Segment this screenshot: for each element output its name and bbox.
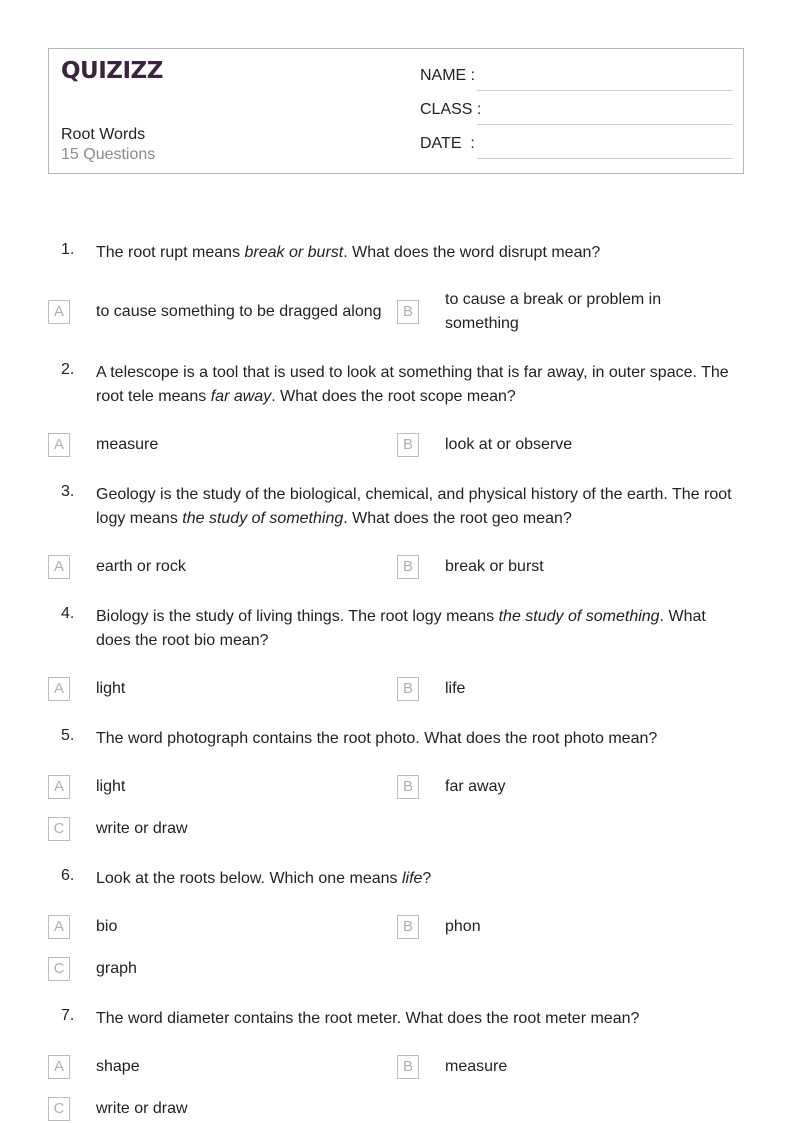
option-text: write or draw (96, 1100, 188, 1117)
question-number: 3. (61, 483, 75, 500)
option-letter-box: A (48, 915, 70, 939)
option-text: measure (445, 1058, 508, 1075)
option-letter-box: B (397, 1055, 419, 1079)
question-text-part: The root rupt means (96, 244, 245, 261)
question-text-emphasis: far away (210, 388, 272, 405)
date-field[interactable] (420, 135, 733, 159)
question-text-part: A telescope is a tool that is used to look at something that is far away, in outer space. The root tele means (96, 364, 729, 405)
option-letter-box: B (397, 775, 419, 799)
option-text: far away (445, 778, 506, 795)
quiz-title: Root Words (61, 126, 146, 143)
option-letter-box: A (48, 775, 70, 799)
option-letter-box: A (48, 433, 70, 457)
option-letter-box: A (48, 555, 70, 579)
question-text-emphasis: life (401, 870, 423, 887)
option-text: write or draw (96, 820, 188, 837)
question-number: 1. (61, 241, 75, 258)
class-field[interactable] (420, 101, 733, 125)
option-letter-box: B (397, 677, 419, 701)
option-text: look at or observe (445, 436, 573, 453)
name-field[interactable] (420, 67, 733, 91)
option-text: graph (96, 960, 137, 977)
option-letter-box: C (48, 817, 70, 841)
option-text: to cause something to be dragged along (96, 303, 382, 320)
option-letter-box: B (397, 555, 419, 579)
question-text (96, 867, 736, 891)
question-text-part: . What does the word disrupt mean? (343, 244, 601, 261)
name-label: NAME : (420, 67, 476, 84)
option-letter-box: B (397, 433, 419, 457)
class-input-line[interactable] (477, 124, 733, 125)
question-text-part: Biology is the study of living things. The root logy means (96, 608, 499, 625)
option-letter-box: A (48, 300, 70, 324)
question-text-emphasis: break or burst (244, 244, 344, 261)
name-input-line[interactable] (477, 90, 733, 91)
option-text: earth or rock (96, 558, 186, 575)
question-text (96, 1007, 736, 1031)
date-input-line[interactable] (477, 158, 733, 159)
question-text-part: The word photograph contains the root photo. What does the root photo mean? (96, 730, 658, 747)
question-number: 7. (61, 1007, 75, 1024)
quizizz-logo: QUIZIZZ (61, 58, 163, 84)
question-count: 15 Questions (61, 146, 156, 163)
option-letter-box: B (397, 915, 419, 939)
option-text: break or burst (445, 558, 544, 575)
question-text-part: The word diameter contains the root meter. What does the root meter mean? (96, 1010, 640, 1027)
option-text: phon (445, 918, 481, 935)
option-letter-box: A (48, 1055, 70, 1079)
question-number: 4. (61, 605, 75, 622)
option-text: light (96, 680, 126, 697)
question-text-part: Geology is the study of the biological, chemical, and physical history of the earth. The root logy means (96, 486, 732, 527)
option-text: light (96, 778, 126, 795)
question-text (96, 605, 736, 653)
option-text: bio (96, 918, 118, 935)
question-text-emphasis: the study of something (182, 510, 344, 527)
question-text-part: Look at the roots below. Which one means (96, 870, 402, 887)
option-letter-box: A (48, 677, 70, 701)
question-number: 2. (61, 361, 75, 378)
option-text: measure (96, 436, 159, 453)
option-text: shape (96, 1058, 140, 1075)
worksheet-header (48, 48, 744, 174)
question-text-part: . What does the root bio mean? (96, 608, 706, 649)
question-text (96, 241, 736, 265)
option-text: life (445, 680, 466, 697)
question-number: 5. (61, 727, 75, 744)
question-text-part: . What does the root scope mean? (271, 388, 516, 405)
question-text (96, 361, 736, 409)
question-text-part: ? (422, 870, 432, 887)
option-letter-box: C (48, 1097, 70, 1121)
question-text (96, 727, 736, 751)
class-label: CLASS : (420, 101, 482, 118)
question-text (96, 483, 736, 531)
question-text-emphasis: the study of something (498, 608, 660, 625)
option-letter-box: C (48, 957, 70, 981)
option-letter-box: B (397, 300, 419, 324)
question-text-part: . What does the root geo mean? (343, 510, 572, 527)
option-text: to cause a break or problem in something (445, 291, 662, 332)
date-label: DATE : (420, 135, 475, 152)
question-number: 6. (61, 867, 75, 884)
